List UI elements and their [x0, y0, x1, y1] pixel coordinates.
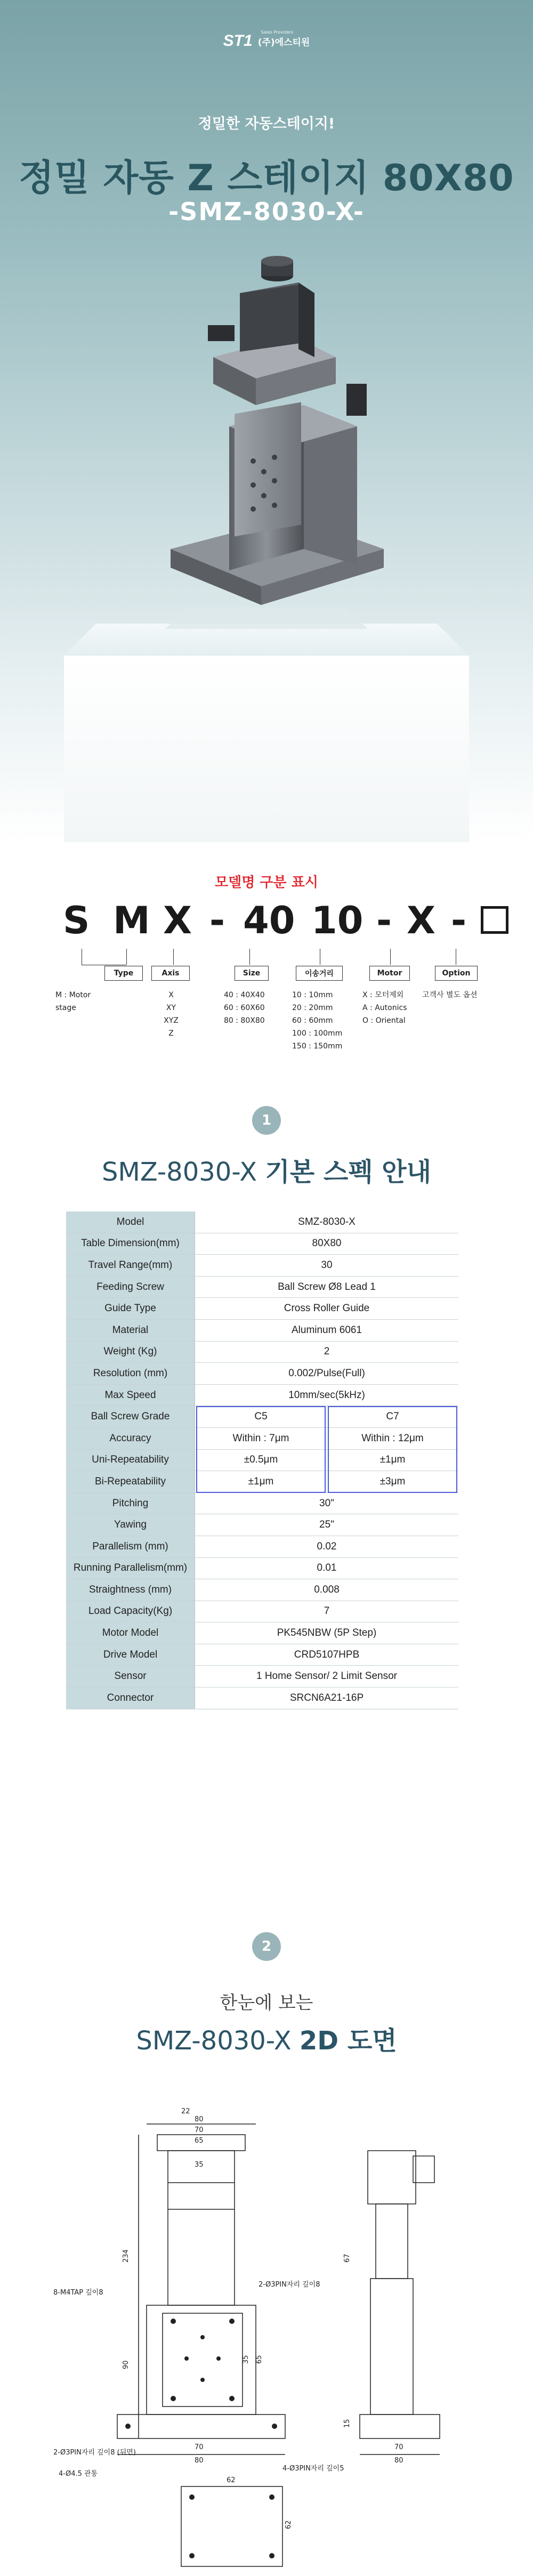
spec-row: [66, 1666, 458, 1687]
tag-travel: 이송거리: [296, 966, 343, 981]
option-text: Z: [168, 1029, 174, 1038]
spec-row: [66, 1212, 458, 1233]
spec-value: 0.008: [314, 1584, 340, 1595]
dim-text: 234: [122, 2249, 130, 2263]
spec-value: 10mm/sec(5kHz): [288, 1389, 365, 1401]
dim-text: 90: [122, 2360, 130, 2369]
spec-value-c5: ±1μm: [248, 1475, 274, 1487]
spec-value: SRCN6A21-16P: [289, 1692, 364, 1703]
option-text: stage: [55, 1004, 76, 1012]
option-text: M : Motor: [55, 991, 91, 999]
hero-title: 정밀 자동 Z 스테이지 80X80: [19, 157, 514, 199]
spec-value: PK545NBW (5P Step): [277, 1627, 377, 1639]
tag-option: Option: [435, 966, 478, 981]
spec-row: [66, 1687, 458, 1709]
code-char: -: [376, 899, 392, 942]
spec-value-c5: ±0.5μm: [244, 1454, 278, 1466]
drawing-pre-title: 한눈에 보는: [220, 1992, 313, 2014]
spec-label: Connector: [66, 1687, 195, 1709]
hero-subtitle: 정밀한 자동스테이지!: [198, 116, 335, 132]
spec-section-title: [0, 1151, 533, 1188]
spec-label: Yawing: [66, 1514, 195, 1536]
spec-label: Motor Model: [66, 1622, 195, 1644]
drawing-title-model: SMZ-8030-X: [136, 2026, 300, 2056]
spec-label: Drive Model: [66, 1644, 195, 1666]
spec-row: [66, 1385, 458, 1407]
dim-text: 80: [195, 2115, 204, 2123]
code-char: -: [451, 899, 467, 942]
spec-row: [66, 1233, 458, 1255]
option-text: 20 : 20mm: [292, 1004, 333, 1012]
drawing-section-title: [0, 2020, 533, 2057]
option-text: XY: [166, 1004, 176, 1012]
spec-value: 0.01: [317, 1562, 337, 1574]
spec-label: Load Capacity(Kg): [66, 1601, 195, 1622]
option-text: XYZ: [164, 1016, 179, 1025]
spec-value: 1 Home Sensor/ 2 Limit Sensor: [256, 1670, 397, 1682]
dim-text: 65: [195, 2137, 204, 2145]
travel-options: [292, 989, 342, 1053]
spec-value: Aluminum 6061: [291, 1324, 362, 1336]
spec-row: [66, 1255, 458, 1277]
spec-value-c5: C5: [254, 1411, 268, 1423]
option-text: 10 : 10mm: [292, 991, 333, 999]
dim-text: 67: [343, 2254, 351, 2263]
spec-label: Ball Screw Grade: [66, 1406, 195, 1427]
type-options: [55, 989, 91, 1014]
spec-value-c7: ±1μm: [379, 1454, 406, 1466]
spec-label: Uni-Repeatability: [66, 1450, 195, 1471]
option-text: X : 모터제외: [362, 991, 404, 999]
option-text: 150 : 150mm: [292, 1042, 343, 1051]
spec-label: Sensor: [66, 1666, 195, 1687]
code-char: S: [63, 899, 90, 942]
dim-text: 70: [394, 2443, 403, 2451]
dim-text: 65: [255, 2355, 263, 2364]
spec-row: [66, 1342, 458, 1363]
spec-value-c7: ±3μm: [379, 1475, 406, 1487]
option-text: 60 : 60mm: [292, 1016, 333, 1025]
option-text: 80 : 80X80: [224, 1016, 265, 1025]
dim-text: 70: [195, 2126, 204, 2134]
brand-tagline: Sales Providers: [261, 30, 294, 35]
brand-name: (주)에스티원: [257, 37, 310, 48]
option-options: [422, 989, 478, 1002]
dim-text: 80: [195, 2457, 204, 2465]
spec-value: 0.002/Pulse(Full): [288, 1367, 365, 1379]
model-code-title: 모델명 구분 표시: [215, 875, 318, 891]
connector-line: [173, 949, 174, 965]
spec-label: Weight (Kg): [66, 1342, 195, 1363]
spec-label: Max Speed: [66, 1385, 195, 1406]
code-char: 40: [243, 899, 295, 942]
spec-row: [66, 1277, 458, 1298]
connector-line: [249, 949, 250, 965]
spec-title-model: SMZ-8030-X: [101, 1157, 265, 1187]
code-char: M: [113, 899, 150, 942]
option-box-icon: [481, 906, 508, 934]
option-text: 고객사 별도 옵션: [422, 991, 478, 999]
hero-section: [0, 0, 533, 842]
spec-row: [66, 1558, 458, 1580]
spec-row: [66, 1514, 458, 1536]
code-char: 10: [311, 899, 364, 942]
dim-text: 22: [181, 2107, 190, 2115]
section-number-1: 1: [252, 1106, 281, 1135]
option-text: O : Oriental: [362, 1016, 406, 1025]
spec-row: [66, 1622, 458, 1644]
dim-text: 2-Ø3PIN자리 깊이8 (뒤면): [53, 2449, 136, 2457]
section-number-2: 2: [252, 1932, 281, 1961]
tag-size: Size: [235, 966, 269, 981]
spec-value: 80X80: [312, 1238, 342, 1249]
spec-value: 7: [324, 1605, 330, 1617]
spec-title-text: 기본 스펙 안내: [265, 1157, 432, 1187]
technical-drawing: [53, 2103, 490, 2572]
spec-label: Accuracy: [66, 1428, 195, 1449]
size-options: [224, 989, 265, 1027]
spec-row: [66, 1601, 458, 1623]
motor-options: [362, 989, 407, 1027]
code-char: -: [209, 899, 225, 942]
dim-text: 35: [195, 2161, 204, 2169]
dim-text: 8-M4TAP 깊이8: [53, 2289, 103, 2297]
spec-label: Material: [66, 1320, 195, 1341]
connector-line: [126, 949, 127, 965]
dim-text: 62: [285, 2520, 293, 2529]
dim-text: 62: [227, 2476, 236, 2484]
spec-value: Cross Roller Guide: [284, 1303, 370, 1314]
grade-c7-box: [328, 1406, 457, 1492]
option-text: 40 : 40X40: [224, 991, 265, 999]
drawing-title-text: 2D 도면: [299, 2026, 397, 2056]
spec-row: [66, 1493, 458, 1515]
spec-label: Table Dimension(mm): [66, 1233, 195, 1255]
dim-text: 80: [394, 2457, 403, 2465]
spec-label: Travel Range(mm): [66, 1255, 195, 1276]
code-char: X: [407, 899, 435, 942]
spec-value: 0.02: [317, 1540, 337, 1552]
spec-row: [66, 1320, 458, 1342]
option-text: A : Autonics: [362, 1004, 407, 1012]
spec-value: 30": [319, 1497, 334, 1509]
dim-text: 70: [195, 2443, 204, 2451]
model-code-string: [63, 899, 489, 947]
spec-value: 30: [321, 1259, 333, 1271]
dim-text: 2-Ø3PIN자리 깊이8: [259, 2281, 320, 2289]
connector-line: [390, 949, 391, 965]
brand-logo: [0, 32, 533, 50]
spec-value-c7: Within : 12μm: [361, 1432, 424, 1444]
spec-label: Straightness (mm): [66, 1579, 195, 1601]
dim-text: 15: [343, 2419, 351, 2428]
code-char: X: [163, 899, 192, 942]
spec-table: [66, 1212, 458, 1709]
option-text: X: [168, 991, 174, 999]
axis-options: [163, 989, 179, 1040]
option-text: 100 : 100mm: [292, 1029, 343, 1038]
tag-type: Type: [104, 966, 143, 981]
spec-label: Bi-Repeatability: [66, 1471, 195, 1492]
brand-mark: ST1: [223, 32, 253, 50]
dim-text: 35: [242, 2355, 250, 2364]
spec-row: [66, 1363, 458, 1385]
hero-model: -SMZ-8030-X-: [168, 197, 365, 226]
spec-row: [66, 1298, 458, 1320]
spec-value-c5: Within : 7μm: [232, 1432, 289, 1444]
spec-value: 2: [324, 1346, 330, 1358]
spec-row: [66, 1536, 458, 1558]
spec-value: Ball Screw Ø8 Lead 1: [278, 1281, 376, 1293]
spec-value-c7: C7: [386, 1411, 399, 1423]
spec-value: 25": [319, 1519, 334, 1531]
spec-label: Guide Type: [66, 1298, 195, 1319]
spec-label: Feeding Screw: [66, 1277, 195, 1298]
grade-c5-box: [196, 1406, 326, 1492]
dim-text: 4-Ø4.5 관통: [59, 2470, 98, 2478]
tag-motor: Motor: [369, 966, 410, 981]
spec-label: Pitching: [66, 1493, 195, 1514]
spec-row: [66, 1579, 458, 1601]
spec-value: CRD5107HPB: [294, 1649, 360, 1660]
spec-row: [66, 1644, 458, 1666]
product-image: [133, 251, 400, 656]
dim-text: 4-Ø3PIN자리 깊이5: [282, 2465, 344, 2473]
tag-axis: Axis: [151, 966, 190, 981]
spec-label: Resolution (mm): [66, 1363, 195, 1384]
spec-label: Parallelism (mm): [66, 1536, 195, 1557]
option-text: 60 : 60X60: [224, 1004, 265, 1012]
spec-label: Running Parallelism(mm): [66, 1558, 195, 1579]
spec-label: Model: [66, 1212, 195, 1233]
spec-value: SMZ-8030-X: [298, 1216, 356, 1228]
